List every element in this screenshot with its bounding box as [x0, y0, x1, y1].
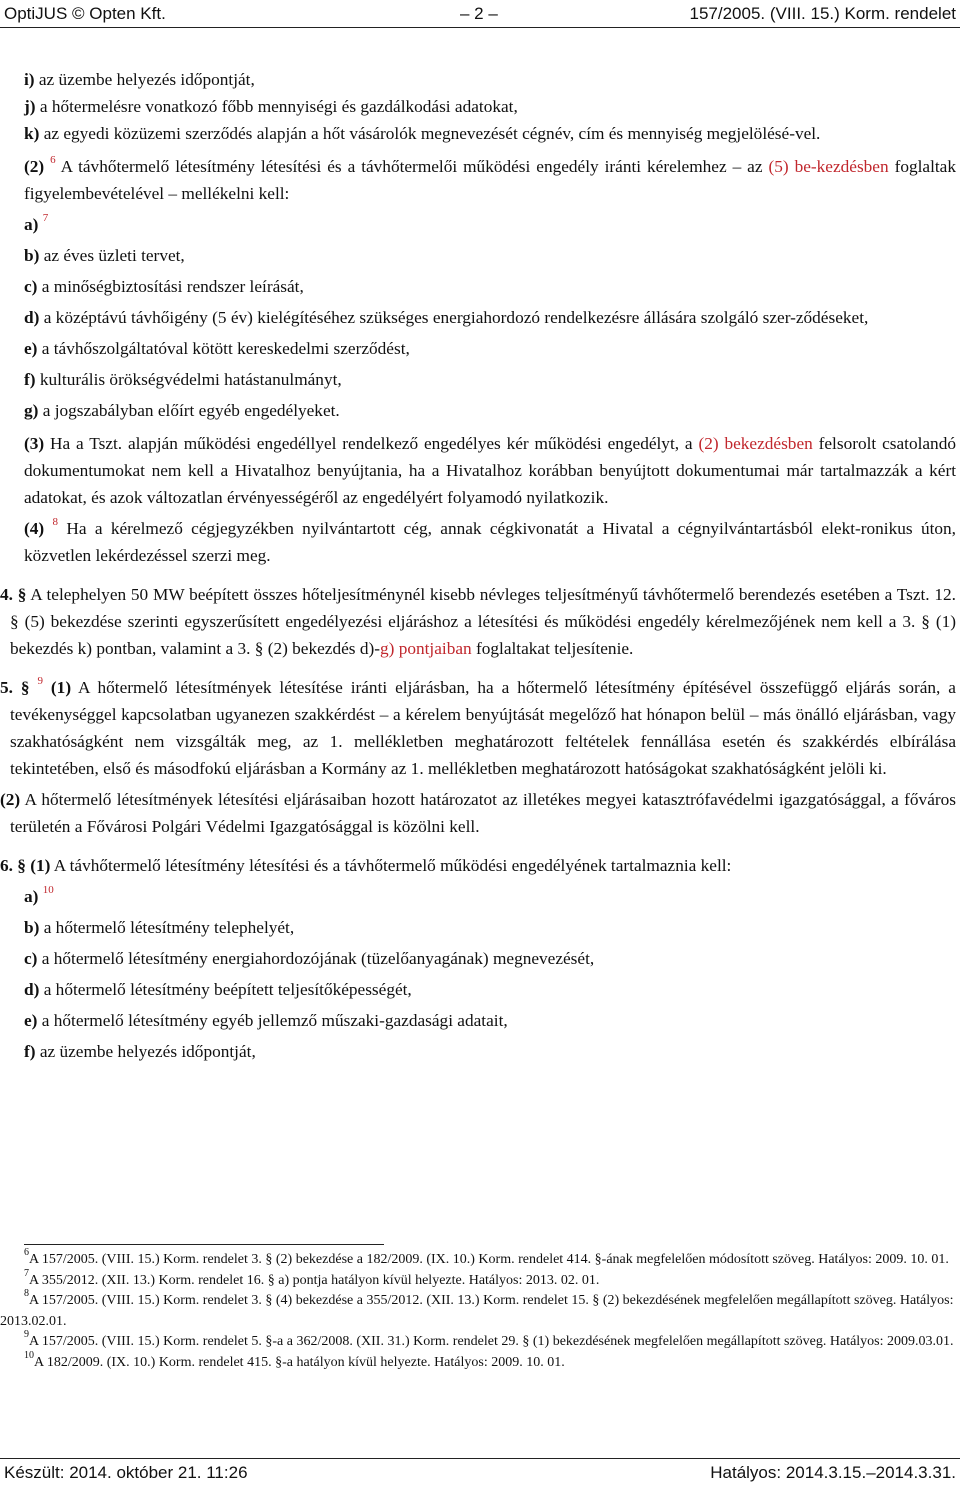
paragraph-4: (4) $^8$ Ha a kérelmező cégjegyzékben nyilvántartott cég, annak cégkivonatát a Hivatal a cégnyilvántartásból elekt-ronikus úton, közvetlen lekérdezéssel szerzi meg. — [24, 516, 956, 565]
list-item: a) $^{10}$ — [24, 884, 54, 906]
list-item: f) kulturális örökségvédelmi hatástanulmányt, — [24, 370, 342, 389]
section-6-items — [0, 883, 960, 1065]
list-item: k) az egyedi közüzemi szerződés alapján a hőt vásárolók megnevezését cégnév, cím és mennyiség megjelölésé-vel. — [24, 124, 821, 143]
paragraph-3: (3) Ha a Tszt. alapján működési engedéllyel rendelkező engedélyes kér működési engedélyt, a (2) bekezdésben felsorolt csatolandó dokumentumokat nem kell a Hivatalhoz benyújtania, ha a Hivatalhoz korábban benyújtott dokumentumai már tartalmazzák a kért adatokat, és azok változatlan érvényességéről az engedélyért folyamodó nyilatkozik. — [24, 434, 956, 507]
list-item: c) a minőségbiztosítási rendszer leírását, — [24, 277, 304, 296]
cross-reference-link[interactable]: g) pontjaiban — [379, 639, 472, 658]
paragraph-2: (2) $^6$ A távhőtermelő létesítmény létesítési és a távhőtermelői működési engedély iránti kérelemhez – az (5) be-kezdésben foglaltak figyelembevételével – mellékelni kell: — [24, 154, 956, 203]
footnote-item: $^6$A 157/2005. (VIII. 15.) Korm. rendelet 3. § (2) bekezdése a 182/2009. (IX. 10.) Korm. rendelet 414. §-ának megfelelően módosított szöveg. Hatályos: 2009. 10. 01. — [24, 1247, 949, 1267]
footnote-rule — [24, 1244, 384, 1245]
cross-reference-link[interactable]: (2) bekezdésben — [698, 434, 813, 453]
list-item: b) a hőtermelő létesítmény telephelyét, — [24, 918, 295, 937]
section-4: 4. § A telephelyen 50 MW beépített összes hőteljesítménynél kisebb névleges teljesítményű távhőtermelő berendezés esetében a Tszt. 12. § (5) bekezdése szerinti egyszerűsített engedélyezési eljáráshoz a létesítési és működési engedély kérelmezőjének nem kell a 3. § (1) bekezdés k) pontban, valamint a 3. § (2) bekezdés d)-g) pontjaiban foglaltakat teljesítenie. — [0, 585, 956, 658]
list-item: j) a hőtermelésre vonatkozó főbb mennyiségi és gazdálkodási adatokat, — [24, 97, 518, 116]
footnote-ref[interactable]: 6 — [50, 154, 56, 167]
page-header — [0, 0, 960, 28]
list-item: f) az üzembe helyezés időpontját, — [24, 1042, 256, 1061]
paragraph-2-items — [0, 211, 960, 424]
footnote-item: $^7$A 355/2012. (XII. 13.) Korm. rendelet 16. § a) pontja hatályon kívül helyezte. Hatályos: 2013. 02. 01. — [24, 1267, 600, 1288]
page-footer — [0, 1458, 960, 1484]
footnote-ref[interactable]: 10 — [42, 884, 54, 897]
footer-rule — [0, 1458, 960, 1459]
list-item: d) a középtávú távhőigény (5 év) kielégítéséhez szükséges energiahordozó rendelkezésre állására szolgáló szer-ződéseket, — [24, 308, 869, 327]
list-item: g) a jogszabályban előírt egyéb engedélyeket. — [24, 401, 340, 420]
section-6: 6. § (1) A távhőtermelő létesítmény létesítési és a távhőtermelő működési engedélyének tartalmaznia kell: — [0, 856, 732, 875]
list-item: e) a hőtermelő létesítmény egyéb jellemző műszaki-gazdasági adatait, — [24, 1011, 508, 1030]
footnote-ref[interactable]: 7 — [42, 212, 49, 225]
footer-created: Készült: 2014. október 21. 11:26 — [4, 1463, 248, 1482]
footnotes — [0, 1247, 960, 1373]
footnote-item: $^{10}$A 182/2009. (IX. 10.) Korm. rendelet 415. §-a hatályon kívül helyezte. Hatályos: 2009. 10. 01. — [24, 1349, 565, 1370]
footer-effective: Hatályos: 2014.3.15.–2014.3.31. — [710, 1463, 956, 1482]
footnote-ref[interactable]: 8 — [52, 516, 59, 529]
list-item: e) a távhőszolgáltatóval kötött kereskedelmi szerződést, — [24, 339, 410, 358]
header-publisher: OptiJUS © Opten Kft. — [4, 4, 166, 23]
document-body — [0, 66, 960, 1065]
header-document-title: 157/2005. (VIII. 15.) Korm. rendelet — [689, 4, 956, 23]
section-5-paragraph-2: (2) A hőtermelő létesítmények létesítési eljárásaiban hozott határozatot az illetékes megyei katasztrófavédelmi igazgatósággal, a főváros területén a Fővárosi Polgári Védelmi Igazgatósággal is közölni kell. — [0, 790, 956, 836]
cross-reference-link[interactable]: (5) be-kezdésben — [768, 157, 889, 176]
list-item: b) az éves üzleti tervet, — [24, 246, 185, 265]
header-page-number: – 2 – — [460, 4, 498, 23]
footnote-item: $^8$A 157/2005. (VIII. 15.) Korm. rendelet 3. § (4) bekezdése a 355/2012. (XII. 13.) Korm. rendelet 15. § (2) bekezdésének megfelelően megállapított szöveg. Hatályos: 2013.02.01. — [0, 1288, 954, 1329]
list-item: a) $^7$ — [24, 212, 49, 234]
footnote-item: $^9$A 157/2005. (VIII. 15.) Korm. rendelet 5. §-a a 362/2008. (XII. 31.) Korm. rendelet 29. § (1) bekezdésének megfelelően megállapított szöveg. Hatályos: 2009.03.01. — [24, 1329, 954, 1349]
list-item: c) a hőtermelő létesítmény energiahordozójának (tüzelőanyagának) megnevezését, — [24, 949, 595, 968]
section-5: 5. § $^9$ (1) A hőtermelő létesítmények létesítése iránti eljárásban, ha a hőtermelő létesítmény építésével összefüggő eljárás során, a tevékenységgel kapcsolatban ugyanezen szakkérdést – a kérelem benyújtását megelőző hat hónapon belül – más önálló eljárásban, vagy szakhatóságként nem vizsgálták meg, az 1. mellékletben meghatározott feltételek fennállása esetén és szakkérdés elbírálása tekintetében, első és másodfokú eljárásban a Kormány az 1. mellékletben meghatározott hatóságokat szakhatóságként jelöli ki. — [0, 675, 956, 778]
footnote-ref[interactable]: 9 — [37, 675, 43, 688]
list-item: i) az üzembe helyezés időpontját, — [24, 70, 255, 89]
items-top-list — [0, 66, 960, 147]
header-rule — [0, 27, 960, 28]
list-item: d) a hőtermelő létesítmény beépített teljesítőképességét, — [24, 980, 412, 999]
